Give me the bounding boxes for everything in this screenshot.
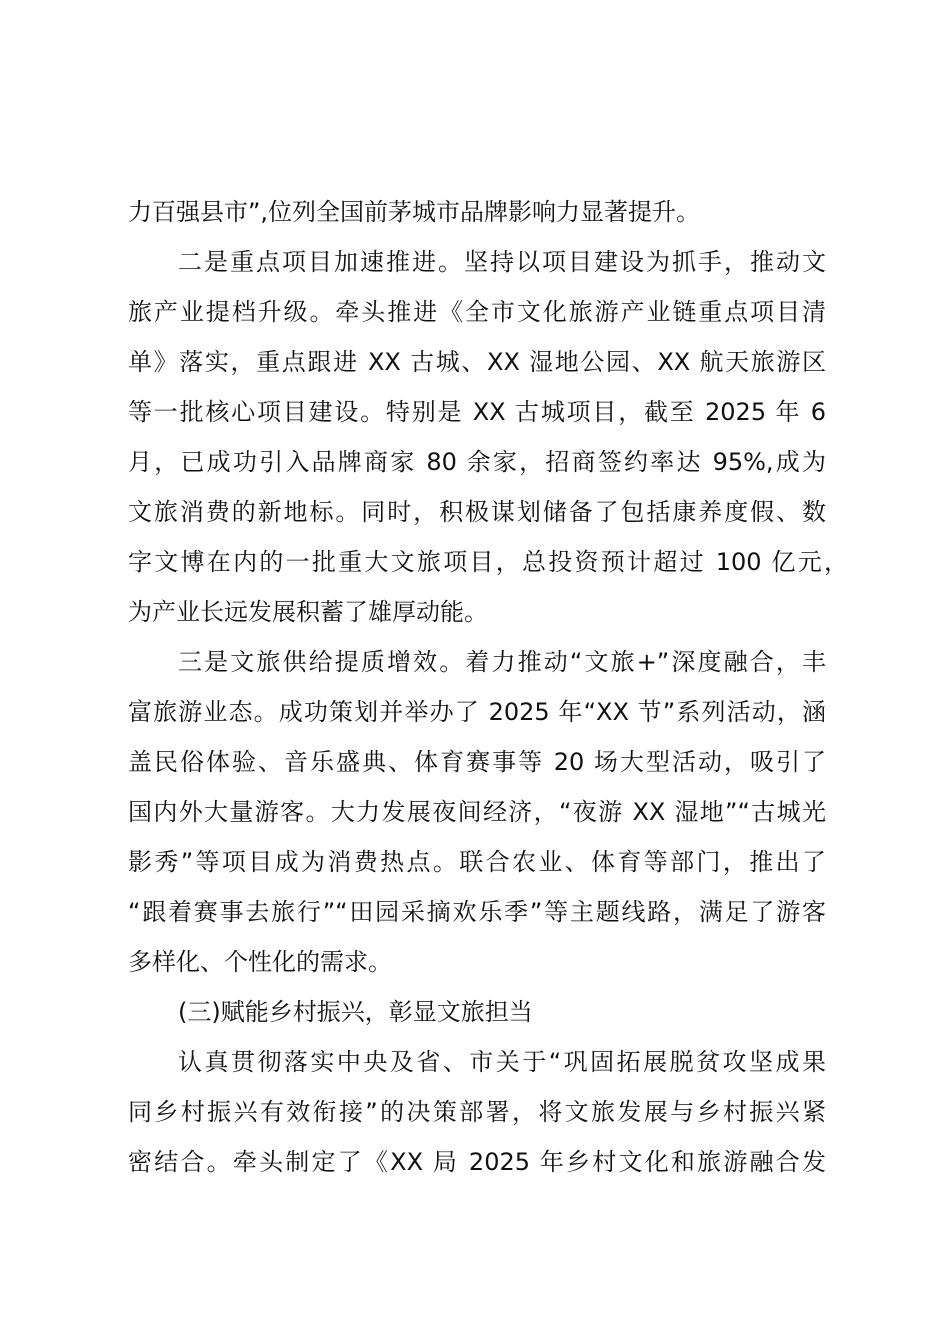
paragraph-start-line: 认真贯彻落实中央及省、市关于“巩固拓展脱贫攻坚成果 <box>178 1048 826 1076</box>
text-line: 力百强县市”,位列全国前茅城市品牌影响力显著提升。 <box>128 198 701 226</box>
text-line: 影秀”等项目成为消费热点。联合农业、体育等部门，推出了 <box>128 848 826 876</box>
text-line: 等一批核心项目建设。特别是 XX 古城项目，截至 2025 年 6 <box>128 398 826 426</box>
text-line: 月，已成功引入品牌商家 80 余家，招商签约率达 95%,成为 <box>128 448 826 476</box>
text-line: 文旅消费的新地标。同时，积极谋划储备了包括康养度假、数 <box>128 498 826 526</box>
text-line: “跟着赛事去旅行”“田园采摘欢乐季”等主题线路，满足了游客 <box>128 898 826 926</box>
document-body <box>128 187 848 1187</box>
paragraph-start-line: 二是重点项目加速推进。坚持以项目建设为抓手，推动文 <box>178 248 826 276</box>
text-line: 为产业长远发展积蓄了雄厚动能。 <box>128 598 488 626</box>
text-line: 密结合。牵头制定了《XX 局 2025 年乡村文化和旅游融合发 <box>128 1148 826 1176</box>
text-line: 盖民俗体验、音乐盛典、体育赛事等 20 场大型活动，吸引了 <box>128 748 826 776</box>
text-line: 旅产业提档升级。牵头推进《全市文化旅游产业链重点项目清 <box>128 298 826 326</box>
text-line: 单》落实，重点跟进 XX 古城、XX 湿地公园、XX 航天旅游区 <box>128 348 826 376</box>
paragraph-start-line: 三是文旅供给提质增效。着力推动“文旅+”深度融合，丰 <box>178 648 826 676</box>
text-line: 同乡村振兴有效衔接”的决策部署，将文旅发展与乡村振兴紧 <box>128 1098 826 1126</box>
text-line: 多样化、个性化的需求。 <box>128 948 392 976</box>
text-line: 国内外大量游客。大力发展夜间经济，“夜游 XX 湿地”“古城光 <box>128 798 826 826</box>
text-line: 富旅游业态。成功策划并举办了 2025 年“XX 节”系列活动，涵 <box>128 698 826 726</box>
text-line: 字文博在内的一批重大文旅项目，总投资预计超过 100 亿元， <box>128 548 848 576</box>
section-heading: (三)赋能乡村振兴，彰显文旅担当 <box>178 998 533 1026</box>
